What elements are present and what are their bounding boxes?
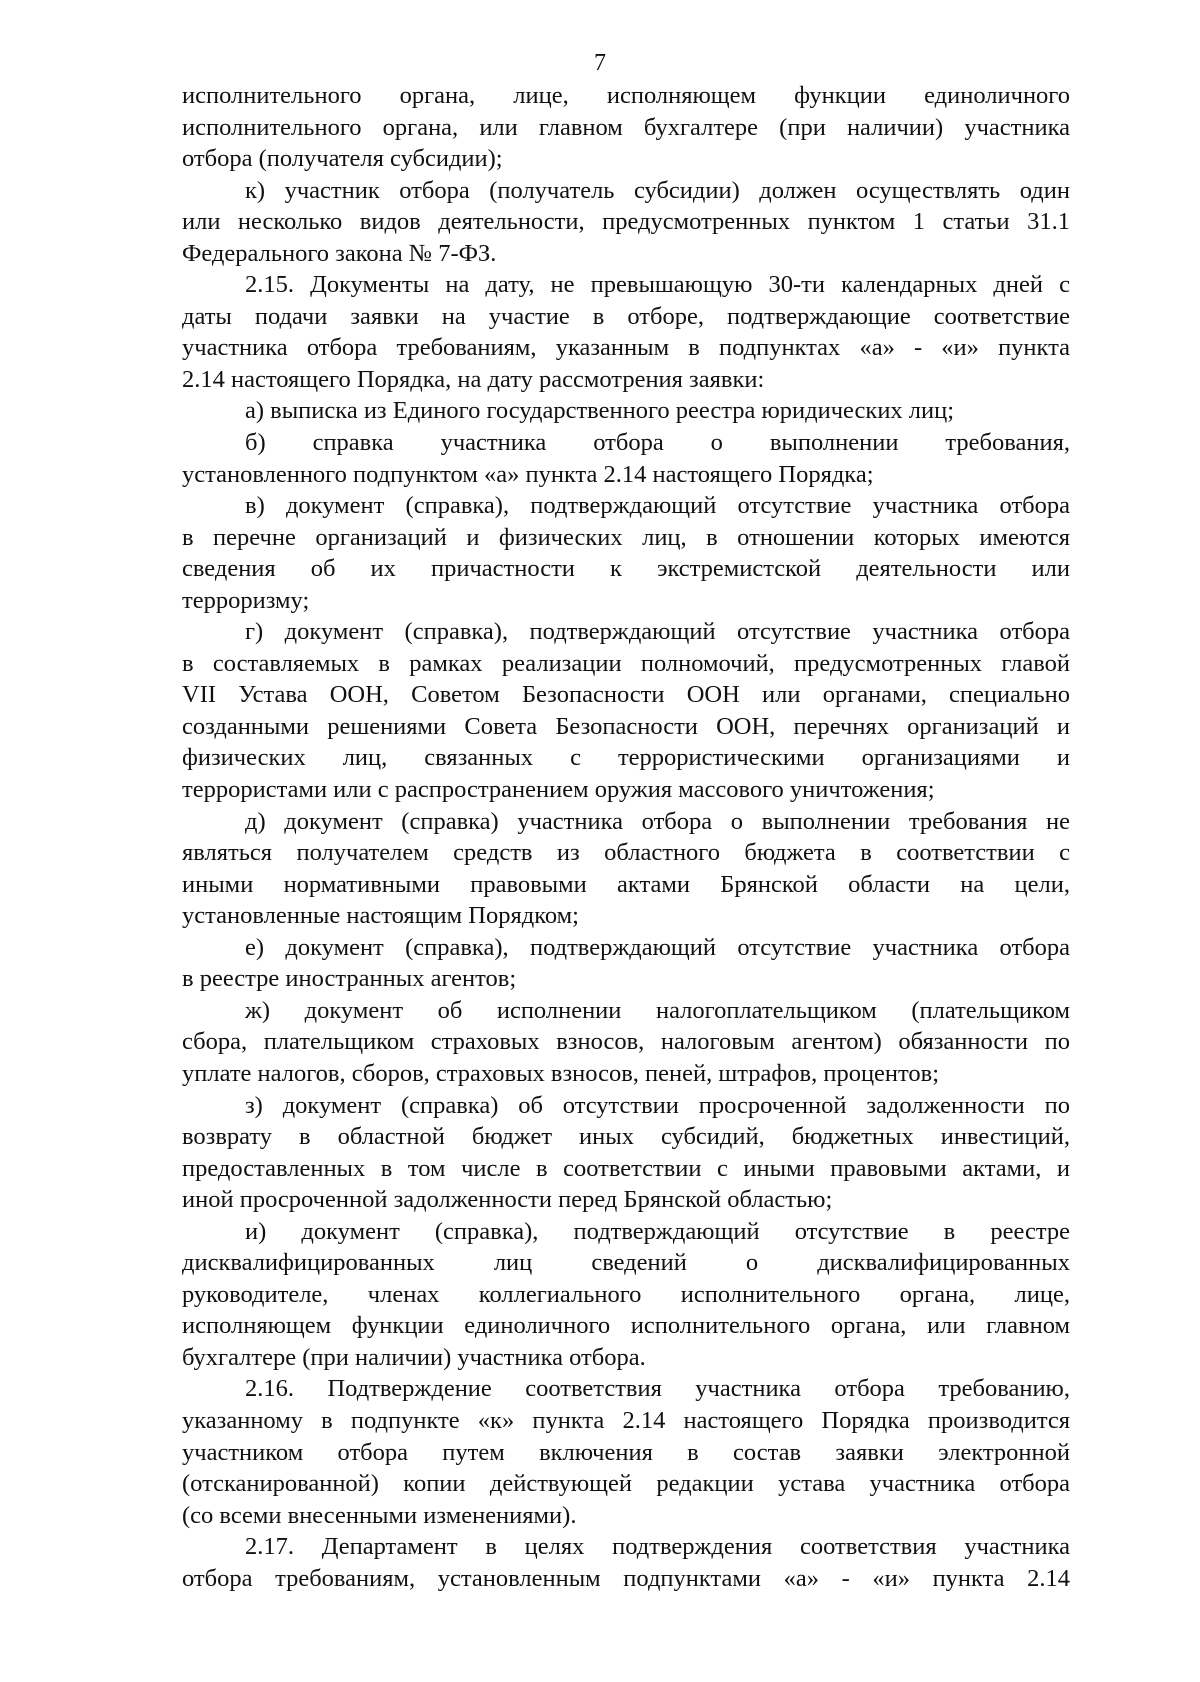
text-line: в перечне организаций и физических лиц, в отношении которых имеются — [182, 523, 1070, 551]
text-line: исполняющем функции единоличного исполнительного органа, или главном — [182, 1312, 1070, 1340]
text-line: дисквалифицированных лиц сведений о дисквалифицированных — [182, 1249, 1070, 1277]
text-line: 2.17. Департамент в целях подтверждения соответствия участника — [245, 1533, 1070, 1561]
text-line: г) документ (справка), подтверждающий отсутствие участника отбора — [245, 618, 1070, 646]
text-line: отбора требованиям, установленным подпунктами «а» - «и» пункта 2.14 — [182, 1564, 1070, 1592]
text-line: даты подачи заявки на участие в отборе, подтверждающие соответствие — [182, 302, 1070, 330]
text-line: (отсканированной) копии действующей редакции устава участника отбора — [182, 1470, 1070, 1498]
page-number: 7 — [594, 50, 606, 76]
text-line: участником отбора путем включения в состав заявки электронной — [182, 1438, 1070, 1466]
text-line: 2.16. Подтверждение соответствия участника отбора требованию, — [245, 1375, 1070, 1403]
document-body — [182, 80, 1070, 1594]
text-line: VII Устава ООН, Советом Безопасности ООН или органами, специально — [182, 681, 1070, 709]
text-line: или несколько видов деятельности, предусмотренных пунктом 1 статьи 31.1 — [182, 208, 1070, 236]
text-line: в) документ (справка), подтверждающий отсутствие участника отбора — [245, 492, 1070, 520]
text-line: е) документ (справка), подтверждающий отсутствие участника отбора — [245, 933, 1070, 961]
text-line: Федерального закона № 7-ФЗ. — [182, 239, 497, 267]
text-line: иными нормативными правовыми актами Брянской области на цели, — [182, 870, 1070, 898]
text-line: участника отбора требованиям, указанным в подпунктах «а» - «и» пункта — [182, 334, 1070, 362]
text-line: в реестре иностранных агентов; — [182, 965, 517, 993]
text-line: установленного подпунктом «а» пункта 2.14 настоящего Порядка; — [182, 460, 874, 488]
text-line: террористами или с распространением оружия массового уничтожения; — [182, 776, 935, 804]
text-line: к) участник отбора (получатель субсидии) должен осуществлять один — [245, 176, 1070, 204]
text-line: уплате налогов, сборов, страховых взносов, пеней, штрафов, процентов; — [182, 1059, 940, 1087]
text-line: установленные настоящим Порядком; — [182, 902, 579, 930]
text-line: созданными решениями Совета Безопасности ООН, перечнях организаций и — [182, 712, 1070, 740]
text-line: в составляемых в рамках реализации полномочий, предусмотренных главой — [182, 649, 1070, 677]
text-line: руководителе, членах коллегиального исполнительного органа, лице, — [182, 1280, 1070, 1308]
text-line: указанному в подпункте «к» пункта 2.14 настоящего Порядка производится — [182, 1406, 1070, 1434]
text-line: иной просроченной задолженности перед Брянской областью; — [182, 1186, 833, 1214]
text-line: а) выписка из Единого государственного реестра юридических лиц; — [245, 397, 955, 425]
text-line: 2.15. Документы на дату, не превышающую 30-ти календарных дней с — [245, 271, 1070, 299]
text-line: (со всеми внесенными изменениями). — [182, 1501, 577, 1529]
text-line: возврату в областной бюджет иных субсидий, бюджетных инвестиций, — [182, 1123, 1070, 1151]
text-line: сведения об их причастности к экстремистской деятельности или — [182, 555, 1070, 583]
text-line: и) документ (справка), подтверждающий отсутствие в реестре — [245, 1217, 1070, 1245]
text-line: предоставленных в том числе в соответствии с иными правовыми актами, и — [182, 1154, 1070, 1182]
text-line: физических лиц, связанных с террористическими организациями и — [182, 744, 1070, 772]
text-line: ж) документ об исполнении налогоплательщиком (плательщиком — [245, 996, 1070, 1024]
text-line: бухгалтере (при наличии) участника отбора. — [182, 1343, 646, 1371]
text-line: отбора (получателя субсидии); — [182, 145, 503, 173]
text-line: сбора, плательщиком страховых взносов, налоговым агентом) обязанности по — [182, 1028, 1070, 1056]
text-line: з) документ (справка) об отсутствии просроченной задолженности по — [245, 1091, 1070, 1119]
text-line: являться получателем средств из областного бюджета в соответствии с — [182, 839, 1070, 867]
text-line: д) документ (справка) участника отбора о выполнении требования не — [245, 807, 1070, 835]
text-line: исполнительного органа, лице, исполняющем функции единоличного — [182, 82, 1070, 109]
text-line: терроризму; — [182, 586, 310, 614]
text-line: исполнительного органа, или главном бухгалтере (при наличии) участника — [182, 113, 1070, 141]
text-line: 2.14 настоящего Порядка, на дату рассмотрения заявки: — [182, 365, 765, 393]
text-line: б) справка участника отбора о выполнении требования, — [245, 429, 1070, 457]
